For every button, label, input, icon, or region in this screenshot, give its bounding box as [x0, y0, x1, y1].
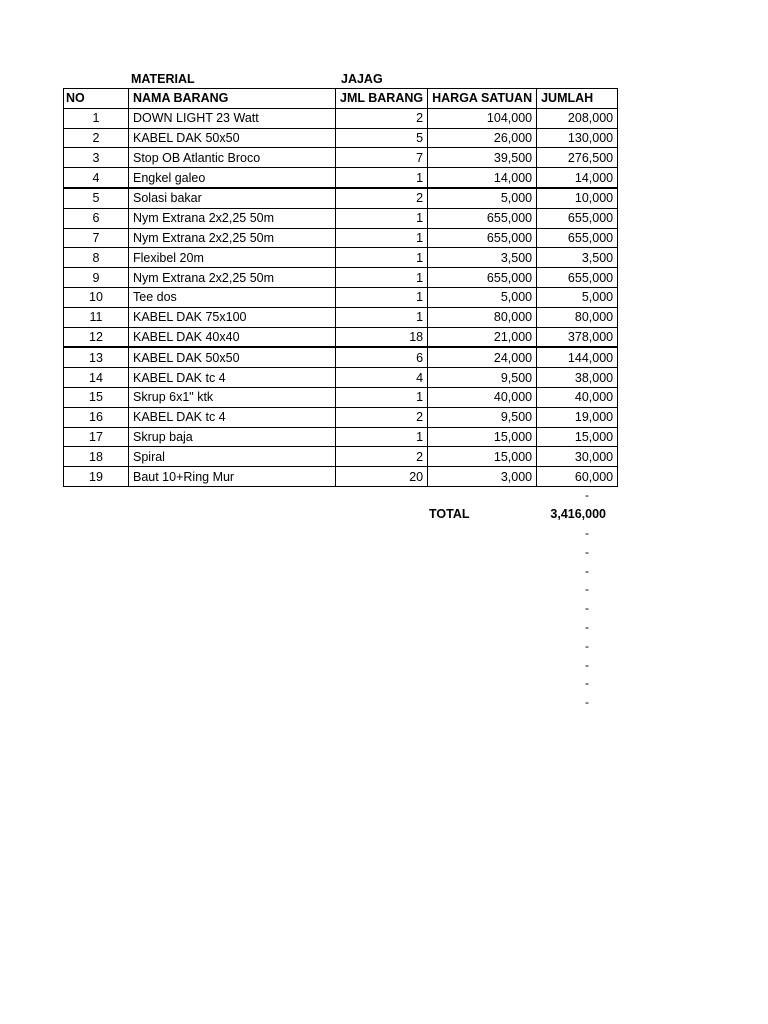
column-header-jumlah: JUMLAH: [537, 89, 618, 109]
row-number: 19: [64, 467, 129, 487]
row-number: 2: [64, 128, 129, 148]
table-row: [64, 128, 618, 148]
line-total: 208,000: [537, 108, 618, 128]
dash-cell: -: [585, 488, 589, 502]
line-total: 14,000: [537, 168, 618, 188]
line-total: 30,000: [537, 447, 618, 467]
table-row: [64, 347, 618, 367]
item-name: Skrup 6x1" ktk: [129, 387, 336, 407]
row-number: 11: [64, 307, 129, 327]
line-total: 15,000: [537, 427, 618, 447]
item-quantity: 2: [336, 447, 428, 467]
row-number: 8: [64, 248, 129, 268]
row-number: 7: [64, 228, 129, 248]
item-quantity: 1: [336, 268, 428, 288]
location-label: JAJAG: [341, 72, 383, 86]
unit-price: 14,000: [428, 168, 537, 188]
item-name: KABEL DAK 75x100: [129, 307, 336, 327]
table-row: [64, 148, 618, 168]
item-name: Spiral: [129, 447, 336, 467]
dash-cell: -: [585, 638, 589, 653]
dash-cell: -: [585, 695, 589, 710]
line-total: 80,000: [537, 307, 618, 327]
item-quantity: 1: [336, 427, 428, 447]
table-row: [64, 168, 618, 188]
line-total: 144,000: [537, 347, 618, 367]
table-row: [64, 287, 618, 307]
column-header-harga-satuan: HARGA SATUAN: [428, 89, 537, 109]
line-total: 655,000: [537, 208, 618, 228]
line-total: 276,500: [537, 148, 618, 168]
item-name: Tee dos: [129, 287, 336, 307]
dash-cell: -: [585, 563, 589, 578]
dash-cell: -: [585, 601, 589, 616]
unit-price: 39,500: [428, 148, 537, 168]
item-quantity: 5: [336, 128, 428, 148]
item-quantity: 2: [336, 188, 428, 208]
item-name: Engkel galeo: [129, 168, 336, 188]
item-quantity: 20: [336, 467, 428, 487]
line-total: 5,000: [537, 287, 618, 307]
dash-cell: -: [585, 657, 589, 672]
row-number: 16: [64, 407, 129, 427]
item-name: KABEL DAK 50x50: [129, 347, 336, 367]
unit-price: 3,000: [428, 467, 537, 487]
unit-price: 24,000: [428, 347, 537, 367]
item-name: KABEL DAK 40x40: [129, 327, 336, 347]
row-number: 14: [64, 368, 129, 388]
item-quantity: 1: [336, 387, 428, 407]
row-number: 4: [64, 168, 129, 188]
material-table: [63, 88, 618, 487]
row-number: 5: [64, 188, 129, 208]
table-row: [64, 188, 618, 208]
row-number: 10: [64, 287, 129, 307]
table-row: [64, 108, 618, 128]
line-total: 10,000: [537, 188, 618, 208]
line-total: 655,000: [537, 228, 618, 248]
item-name: Nym Extrana 2x2,25 50m: [129, 228, 336, 248]
table-row: [64, 368, 618, 388]
item-name: DOWN LIGHT 23 Watt: [129, 108, 336, 128]
line-total: 130,000: [537, 128, 618, 148]
item-quantity: 6: [336, 347, 428, 367]
item-quantity: 1: [336, 208, 428, 228]
column-header-no: NO: [64, 89, 129, 109]
item-name: KABEL DAK 50x50: [129, 128, 336, 148]
dash-cell: -: [585, 544, 589, 559]
total-value: 3,416,000: [550, 507, 606, 521]
table-row: [64, 447, 618, 467]
table-row: [64, 307, 618, 327]
table-row: [64, 248, 618, 268]
line-total: 38,000: [537, 368, 618, 388]
dash-cell: -: [585, 620, 589, 634]
table-row: [64, 407, 618, 427]
unit-price: 655,000: [428, 208, 537, 228]
item-name: Stop OB Atlantic Broco: [129, 148, 336, 168]
unit-price: 9,500: [428, 368, 537, 388]
column-header-nama-barang: NAMA BARANG: [129, 89, 336, 109]
line-total: 60,000: [537, 467, 618, 487]
item-quantity: 1: [336, 248, 428, 268]
unit-price: 655,000: [428, 268, 537, 288]
item-name: KABEL DAK tc 4: [129, 407, 336, 427]
unit-price: 9,500: [428, 407, 537, 427]
item-quantity: 18: [336, 327, 428, 347]
line-total: 655,000: [537, 268, 618, 288]
unit-price: 5,000: [428, 188, 537, 208]
item-name: Baut 10+Ring Mur: [129, 467, 336, 487]
row-number: 17: [64, 427, 129, 447]
item-quantity: 1: [336, 168, 428, 188]
title-row: [63, 70, 618, 88]
table-row: [64, 387, 618, 407]
dash-cell: -: [585, 676, 589, 691]
table-row: [64, 427, 618, 447]
row-number: 6: [64, 208, 129, 228]
unit-price: 104,000: [428, 108, 537, 128]
row-number: 13: [64, 347, 129, 367]
table-row: [64, 467, 618, 487]
table-row: [64, 268, 618, 288]
item-quantity: 1: [336, 287, 428, 307]
line-total: 378,000: [537, 327, 618, 347]
row-number: 9: [64, 268, 129, 288]
item-name: Flexibel 20m: [129, 248, 336, 268]
unit-price: 655,000: [428, 228, 537, 248]
row-number: 15: [64, 387, 129, 407]
unit-price: 15,000: [428, 427, 537, 447]
item-name: Nym Extrana 2x2,25 50m: [129, 208, 336, 228]
table-header-row: [64, 89, 618, 109]
line-total: 19,000: [537, 407, 618, 427]
row-number: 12: [64, 327, 129, 347]
unit-price: 5,000: [428, 287, 537, 307]
item-quantity: 1: [336, 228, 428, 248]
row-number: 1: [64, 108, 129, 128]
unit-price: 15,000: [428, 447, 537, 467]
total-label: TOTAL: [429, 507, 470, 521]
line-total: 3,500: [537, 248, 618, 268]
row-number: 18: [64, 447, 129, 467]
item-quantity: 2: [336, 108, 428, 128]
table-row: [64, 228, 618, 248]
unit-price: 40,000: [428, 387, 537, 407]
item-quantity: 2: [336, 407, 428, 427]
table-row: [64, 327, 618, 347]
item-quantity: 1: [336, 307, 428, 327]
spreadsheet: [63, 70, 618, 710]
item-name: Solasi bakar: [129, 188, 336, 208]
dash-cell: -: [585, 526, 589, 540]
column-header-jml-barang: JML BARANG: [336, 89, 428, 109]
unit-price: 26,000: [428, 128, 537, 148]
item-quantity: 4: [336, 368, 428, 388]
item-name: KABEL DAK tc 4: [129, 368, 336, 388]
unit-price: 3,500: [428, 248, 537, 268]
unit-price: 21,000: [428, 327, 537, 347]
row-number: 3: [64, 148, 129, 168]
line-total: 40,000: [537, 387, 618, 407]
dash-cell: -: [585, 582, 589, 597]
unit-price: 80,000: [428, 307, 537, 327]
item-name: Skrup baja: [129, 427, 336, 447]
item-name: Nym Extrana 2x2,25 50m: [129, 268, 336, 288]
item-quantity: 7: [336, 148, 428, 168]
table-body: [64, 108, 618, 486]
material-label: MATERIAL: [131, 72, 195, 86]
table-row: [64, 208, 618, 228]
